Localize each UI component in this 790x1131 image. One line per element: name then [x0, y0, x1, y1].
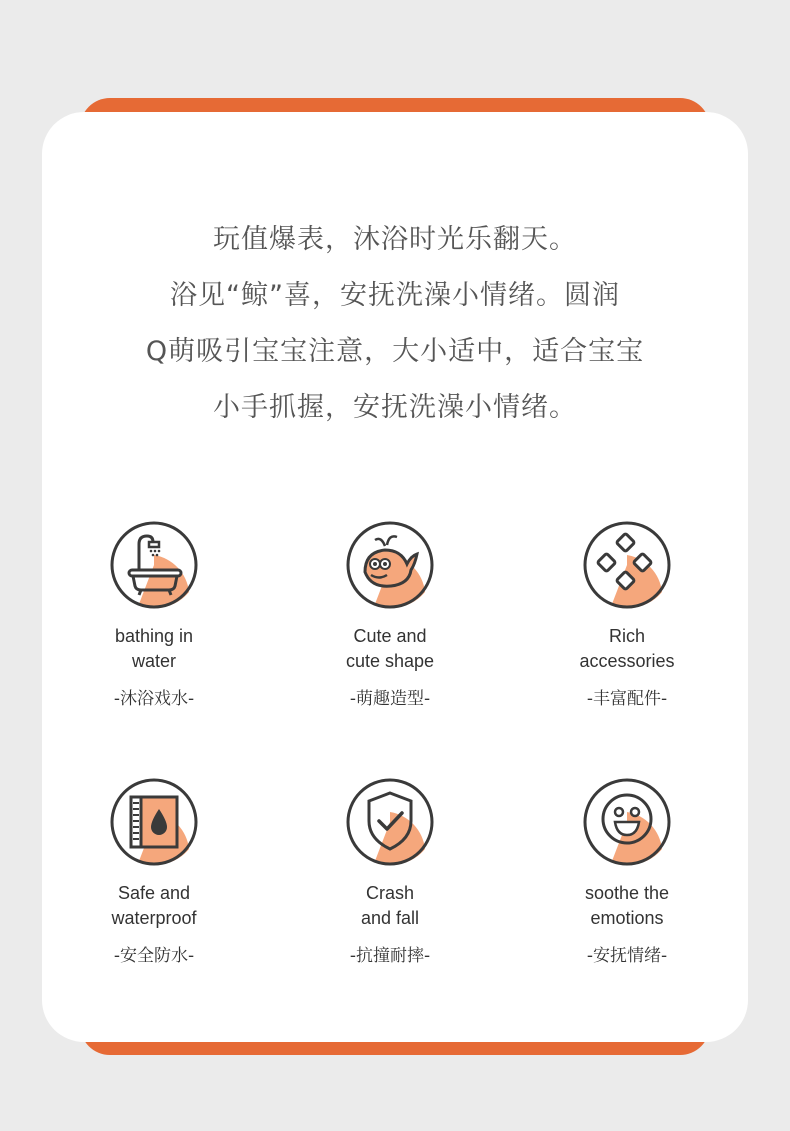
feature-soothe [527, 777, 727, 966]
feature-zh-label: -沐浴戏水- [113, 689, 195, 709]
feature-en-label: bathing in water [114, 626, 194, 671]
feature-zh-label: -萌趣造型- [349, 689, 431, 709]
feature-en-label: Rich accessories [579, 626, 675, 671]
feature-zh-label: -安全防水- [113, 946, 195, 966]
feature-bathing [54, 520, 254, 709]
feature-zh-label: -安抚情绪- [586, 946, 668, 966]
bathtub-shower-icon [109, 520, 199, 610]
feature-crash-fall [290, 777, 490, 966]
intro-line: Q萌吸引宝宝注意，大小适中，适合宝宝 [145, 336, 645, 367]
smiley-icon [582, 777, 672, 867]
feature-cute-shape [290, 520, 490, 709]
feature-waterproof [54, 777, 254, 966]
diamonds-icon [582, 520, 672, 610]
feature-zh-label: -抗撞耐摔- [349, 946, 431, 966]
feature-card [42, 112, 748, 1042]
feature-zh-label: -丰富配件- [586, 689, 668, 709]
intro-line: 玩值爆表，沐浴时光乐翻天。 [213, 224, 577, 255]
feature-en-label: soothe the emotions [584, 883, 670, 928]
intro-line: 小手抓握，安抚洗澡小情绪。 [213, 392, 577, 423]
feature-en-label: Crash and fall [360, 883, 420, 928]
whale-icon [345, 520, 435, 610]
shield-check-icon [345, 777, 435, 867]
feature-en-label: Safe and waterproof [111, 883, 197, 928]
feature-en-label: Cute and cute shape [345, 626, 435, 671]
intro-line: 浴见“鲸”喜，安抚洗澡小情绪。圆润 [170, 280, 620, 311]
feature-accessories [527, 520, 727, 709]
water-drop-icon [109, 777, 199, 867]
intro-text [42, 212, 748, 436]
